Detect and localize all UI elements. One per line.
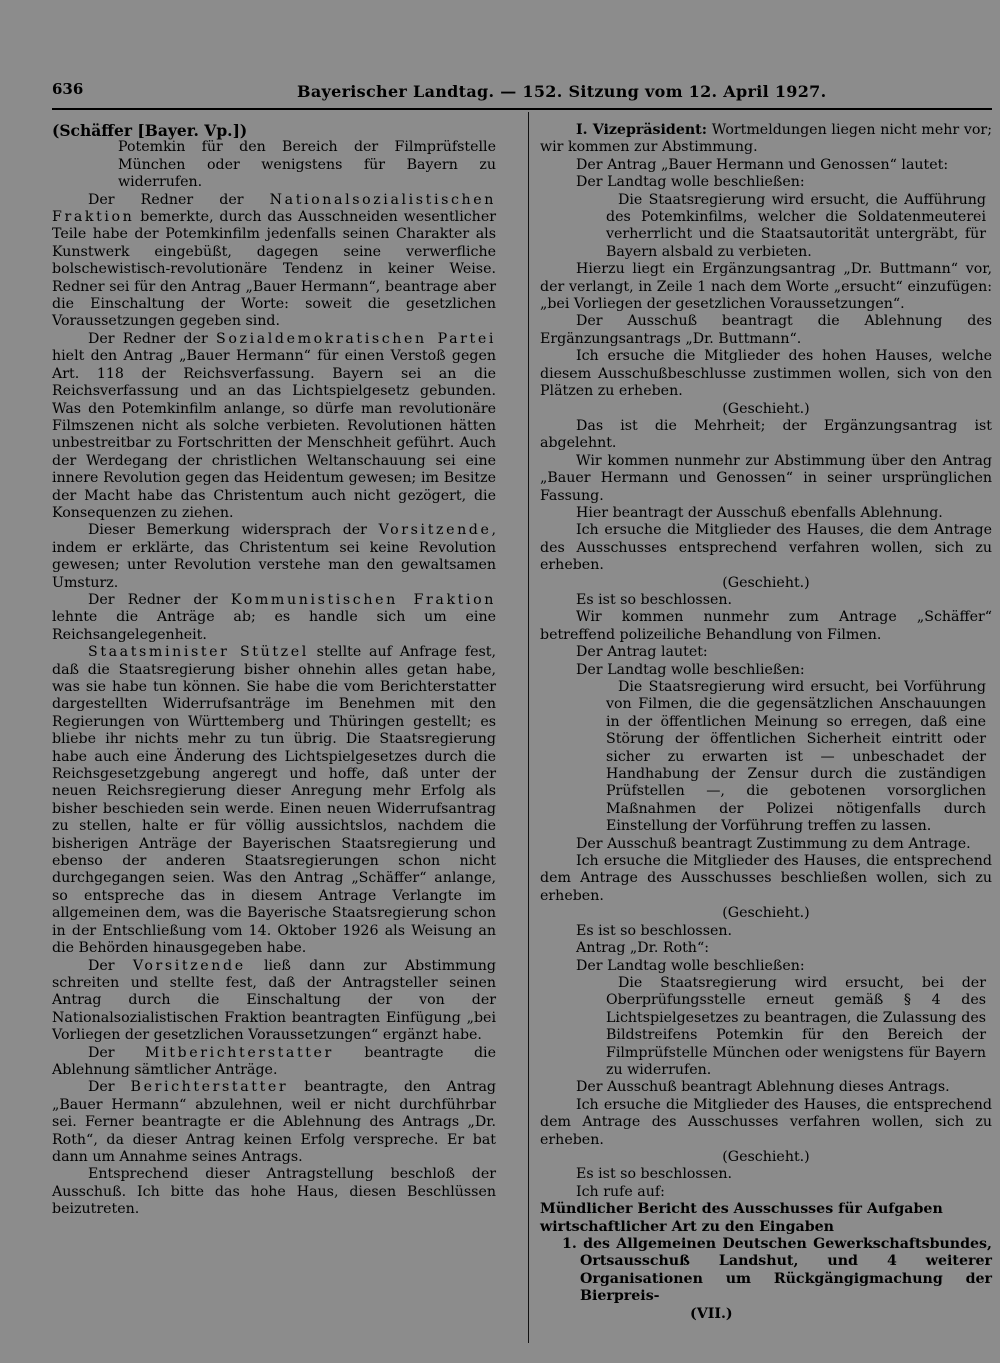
running-title: Bayerischer Landtag. — 152. Sitzung vom 12. April 1927. bbox=[297, 82, 827, 101]
paragraph: Wir kommen nunmehr zum Antrage „Schäffer“ betreffend polizeiliche Behandlung von Filmen. bbox=[540, 609, 992, 643]
paragraph: Der Antrag lautet: bbox=[576, 644, 708, 661]
paragraph: Es ist so beschlossen. bbox=[576, 591, 733, 608]
paragraph: Es ist so beschlossen. bbox=[576, 1166, 733, 1183]
spaced-name: Berichterstatter bbox=[130, 1079, 289, 1096]
spaced-name: Sozialdemokratischen Partei bbox=[216, 330, 496, 347]
paragraph: Hier beantragt der Ausschuß ebenfalls Ablehnung. bbox=[576, 504, 943, 521]
paragraph: Ich ersuche die Mitglieder des Hauses, die dem Antrage des Ausschusses entsprechend verfahren wollen, sich zu erheben. bbox=[540, 522, 992, 574]
paragraph: Ich ersuche die Mitglieder des Hauses, die entsprechend dem Antrage des Ausschusses beschließen wollen, sich zu erheben. bbox=[540, 853, 992, 904]
paragraph: Wir kommen nunmehr zur Abstimmung über den Antrag „Bauer Hermann und Genossen“ in seiner ursprünglichen Fassung. bbox=[540, 452, 992, 504]
paragraph: Ich ersuche die Mitglieder des Hauses, die entsprechend dem Antrage des Ausschusses verfahren wollen, sich zu erheben. bbox=[540, 1096, 992, 1148]
motion-text: Die Staatsregierung wird ersucht, bei Vorführung von Filmen, die die gegensätzlichen Anschauungen in der öffentlichen Meinung so erregen, daß eine Störung der öffentlichen Sicherheit eintritt oder sicher zu erwarten ist — unbeschadet der Handhabung der Zensur durch die zuständigen Prüfstellen —, die gebotenen vorsorglichen Maßnahmen der Polizei nötigenfalls durch Einstellung der Vorführung treffen zu lassen. bbox=[606, 679, 986, 835]
paragraph: Der Antrag „Bauer Hermann und Genossen“ lautet: bbox=[576, 156, 949, 173]
spaced-name: Vorsitzende bbox=[132, 957, 246, 974]
spaced-name: Mitberichterstatter bbox=[144, 1044, 334, 1061]
paragraph: Der Berichterstatter beantragte, den Antrag „Bauer Hermann“ abzulehnen, weil er nicht durchführbar sei. Ferner beantragte er die Ablehnung des Antrags „Dr. Roth“, da dieser Antrag keinen Erfolg verspreche. Er bat dann um Annahme seines Antrags. bbox=[52, 1079, 496, 1165]
paragraph: Der Landtag wolle beschließen: bbox=[576, 957, 805, 974]
paragraph: Hierzu liegt ein Ergänzungsantrag „Dr. Buttmann“ vor, der verlangt, in Zeile 1 nach dem Worte „ersucht“ einzufügen: „bei Vorliegen der gesetzlichen Voraussetzungen“. bbox=[540, 261, 992, 313]
paragraph: Der Vorsitzende ließ dann zur Abstimmung schreiten und stellte fest, daß der Antragsteller seinen Antrag durch die Einschaltung der von der Nationalsozialistischen Fraktion beantragten Einfügung „bei Vorliegen der gesetzlichen Voraussetzungen“ ergänzt habe. bbox=[52, 957, 496, 1044]
spaced-name: Vorsitzende bbox=[378, 522, 492, 539]
right-column bbox=[540, 122, 992, 1323]
left-column bbox=[52, 122, 496, 1219]
paragraph: Der Redner der Nationalsozialistischen Fraktion bemerkte, durch das Ausschneiden wesentlicher Teile habe der Potemkinfilm jedenfalls seinen Charakter als Kunstwerk eingebüßt, dagegen seine verwerfliche bolschewistisch-revolutionäre Tendenz in keiner Weise. Redner sei für den Antrag „Bauer Hermann“, beantrage aber die Einschaltung der Worte: soweit die gesetzlichen Voraussetzungen gegeben sind. bbox=[52, 191, 496, 330]
paragraph: Das ist die Mehrheit; der Ergänzungsantrag ist abgelehnt. bbox=[540, 417, 992, 452]
stage-direction: (Geschieht.) bbox=[722, 400, 810, 417]
stage-direction: (Geschieht.) bbox=[722, 574, 810, 591]
motion-text: Die Staatsregierung wird ersucht, bei der Oberprüfungsstelle erneut gemäß § 4 des Lichtspielgesetzes zu beantragen, die Zulassung des Bildstreifens Potemkin für den Bereich der Filmprüfstelle München oder wenigstens für Bayern zu widerrufen. bbox=[606, 974, 986, 1078]
agenda-item: 1. des Allgemeinen Deutschen Gewerkschaftsbundes, Ortsausschuß Landshut, und 4 weiterer Organisationen um Rückgängigmachung der Bierpreis- bbox=[562, 1236, 992, 1305]
paragraph: Staatsminister Stützel stellte auf Anfrage fest, daß die Staatsregierung bisher ohnehin alles getan habe, was sie habe tun können. Sie habe die vom Berichterstatter dargestellten Widerrufsanträge im Benehmen mit den Regierungen von Württemberg und Thüringen gestellt; es bliebe ihr nichts mehr zu tun übrig. Die Staatsregierung habe auch eine Änderung des Lichtspielgesetzes durch die Reichsgesetzgebung angeregt und hoffe, daß unter der neuen Reichsregierung dieser Anregung mehr Erfolg als bisher beschieden sein werde. Einen neuen Widerrufsantrag zu stellen, halte er für völlig aussichtslos, nachdem die bisherigen Anträge der Bayerischen Staatsregierung und ebenso der anderen Staatsregierungen schon nicht durchgegangen seien. Was den Antrag „Schäffer“ anlange, so entspreche das in diesem Antrage Verlangte im allgemeinen dem, was die Bayerische Staatsregierung schon in der Entschließung vom 14. Oktober 1926 als Weisung an die Behörden hinausgegeben habe. bbox=[52, 644, 496, 957]
stage-direction: (Geschieht.) bbox=[722, 905, 810, 922]
spaced-name: Kommunistischen Fraktion bbox=[230, 591, 497, 608]
agenda-item-note: (VII.) bbox=[690, 1305, 733, 1322]
paragraph: Entsprechend dieser Antragstellung beschloß der Ausschuß. Ich bitte das hohe Haus, diesen Beschlüssen beizutreten. bbox=[52, 1166, 496, 1218]
paragraph: I. Vizepräsident: Wortmeldungen liegen nicht mehr vor; wir kommen zur Abstimmung. bbox=[540, 122, 992, 156]
paragraph: Ich rufe auf: bbox=[576, 1183, 665, 1200]
motion-text: Die Staatsregierung wird ersucht, die Aufführung des Potemkinfilms, welcher die Soldatenmeuterei verherrlicht und die Staatsautorität untergräbt, für Bayern alsbald zu verbieten. bbox=[606, 191, 986, 260]
paragraph: Der Ausschuß beantragt Zustimmung zu dem Antrage. bbox=[576, 835, 971, 852]
paragraph: Der Landtag wolle beschließen: bbox=[576, 661, 805, 678]
speaker-heading: (Schäffer [Bayer. Vp.]) bbox=[52, 121, 248, 140]
paragraph: Ich ersuche die Mitglieder des hohen Hauses, welche diesem Ausschußbeschlusse zustimmen wollen, sich von den Plätzen zu erheben. bbox=[540, 348, 992, 400]
spaced-name: Nationalsozialistischen Fraktion bbox=[52, 191, 496, 226]
paragraph: Der Ausschuß beantragt die Ablehnung des Ergänzungsantrags „Dr. Buttmann“. bbox=[540, 313, 992, 347]
spaced-name: Staatsminister Stützel bbox=[88, 644, 309, 661]
paragraph: Der Redner der Kommunistischen Fraktion lehnte die Anträge ab; es handle sich um eine Reichsangelegenheit. bbox=[52, 591, 497, 643]
speaker-label: I. Vizepräsident: bbox=[576, 122, 707, 138]
header-rule bbox=[52, 108, 992, 110]
paragraph: Der Redner der Sozialdemokratischen Partei hielt den Antrag „Bauer Hermann“ für einen Verstoß gegen Art. 118 der Reichsverfassung. Bayern sei an die Reichsverfassung und an das Lichtspielgesetz gebunden. Was den Potemkinfilm anlange, so dürfe man revolutionäre Filmszenen nicht als solche verbieten. Revolutionen hätten unbestreitbar zu Fortschritten der Menschheit geführt. Auch der Werdegang der christlichen Weltanschauung sei eine innere Revolution gegen das Heidentum gewesen; im Besitze der Macht habe das Christentum auch nicht gezögert, die Konsequenzen zu ziehen. bbox=[52, 330, 496, 521]
paragraph: Der Ausschuß beantragt Ablehnung dieses Antrags. bbox=[576, 1079, 950, 1096]
agenda-heading: Mündlicher Bericht des Ausschusses für Aufgaben wirtschaftlicher Art zu den Eingaben bbox=[540, 1201, 943, 1235]
paragraph: Der Mitberichterstatter beantragte die Ablehnung sämtlicher Anträge. bbox=[52, 1044, 496, 1078]
paragraph: Potemkin für den Bereich der Filmprüfstelle München oder wenigstens für Bayern zu widerrufen. bbox=[118, 139, 496, 191]
stage-direction: (Geschieht.) bbox=[722, 1148, 810, 1165]
page-number: 636 bbox=[52, 80, 84, 98]
column-divider bbox=[528, 112, 529, 1343]
paragraph: Es ist so beschlossen. bbox=[576, 922, 733, 939]
paragraph: Dieser Bemerkung widersprach der Vorsitzende, indem er erklärte, das Christentum sei keine Revolution gewesen; unter Revolution verstehe man den gewaltsamen Umsturz. bbox=[52, 522, 496, 591]
page-header bbox=[52, 76, 980, 110]
paragraph: Der Landtag wolle beschließen: bbox=[576, 174, 805, 191]
paragraph: Antrag „Dr. Roth“: bbox=[576, 940, 709, 957]
